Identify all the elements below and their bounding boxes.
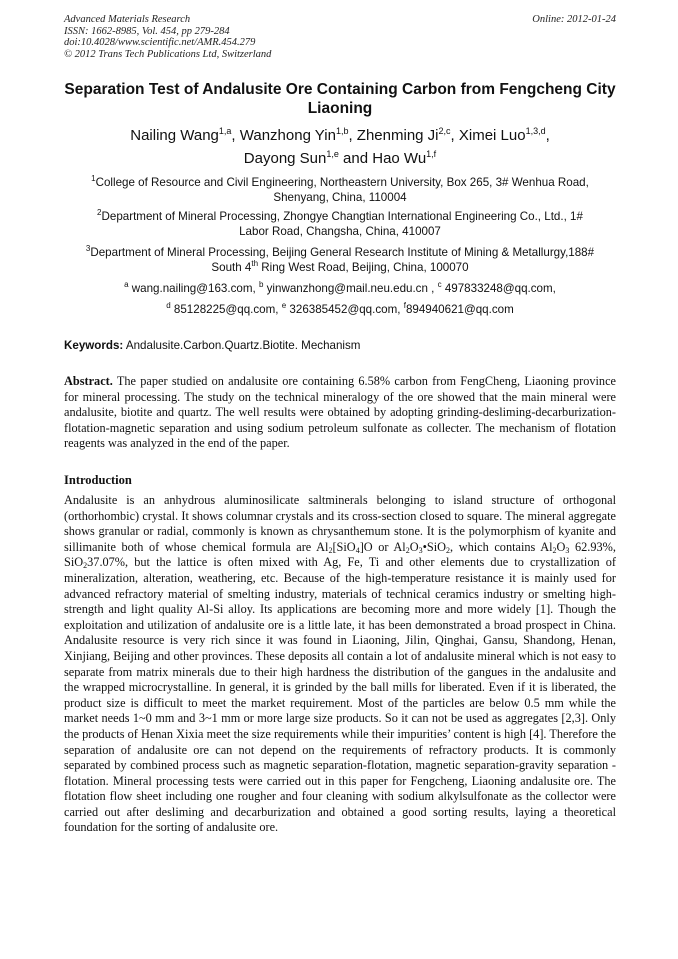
email-mark: c <box>437 280 442 289</box>
abstract-text: The paper studied on andalusite ore containing 6.58% carbon from FengCheng, Liaoning province for mineral processing. The study on the technical mineralogy of the ore showed that the main mineral were andalusite, biotite and quartz. The well results were obtained by adopting grinding-desliming-decarburization-flotation-magnetic separation and using sodium petroleum sulfonate as collecter. The mechanism of flotation reagents was analyzed in the end of the paper. <box>64 374 616 451</box>
affiliation-line: Department of Mineral Processing, Beijing General Research Institute of Mining & Metallurgy,188# <box>90 246 595 259</box>
affiliation-line: Labor Road, Changsha, China, 410007 <box>239 225 441 238</box>
intro-text: 62.93%, SiO <box>64 539 616 570</box>
author-affiliation-mark: 1,e <box>326 149 339 159</box>
affiliation-mark: 2 <box>97 208 102 217</box>
affiliation-2 <box>64 209 616 239</box>
author-affiliation-mark: 1,f <box>426 149 437 159</box>
subscript: 4 <box>355 545 360 555</box>
intro-text: •SiO <box>422 539 447 554</box>
email-address[interactable]: 85128225@qq.com <box>173 303 276 316</box>
online-date: Online: 2012-01-24 <box>532 14 616 25</box>
email-address[interactable]: yinwanzhong@mail.neu.edu.cn <box>266 282 428 295</box>
ordinal-suffix: th <box>251 259 259 268</box>
introduction-paragraph <box>64 493 616 836</box>
paper-title: Separation Test of Andalusite Ore Containing Carbon from Fengcheng City Liaoning <box>64 81 616 117</box>
subscript: 2 <box>83 561 88 571</box>
intro-text: Andalusite is an anhydrous aluminosilicate saltminerals belonging to island structure of orthogonal (orthorhombic) crystal. It shows columnar crystals and its cross-section closed to square. The mineral aggregate shows granular or radial, commonly is known as chrysanthemum stone. It is the polymorphism of kyanite and sillimanite both of whose chemical formula are Al <box>64 493 616 554</box>
email-line-1: $^a$ wang.nailing@163.com, $^b$ yinwanzhong@mail.neu.edu.cn , $^c$ 497833248@qq.com, <box>124 280 556 295</box>
affiliation-line: Department of Mineral Processing, Zhongye Changtian International Engineering Co., Ltd., 1# <box>101 210 583 223</box>
email-address[interactable]: 326385452@qq.com <box>289 303 398 316</box>
subscript: 2 <box>328 545 333 555</box>
section-heading-introduction: Introduction <box>64 473 132 487</box>
author-name: Hao Wu <box>372 150 427 167</box>
email-address[interactable]: 497833248@qq.com <box>444 282 553 295</box>
affiliation-line: College of Resource and Civil Engineering, Northeastern University, Box 265, 3# Wenhua Road, <box>95 176 589 189</box>
copyright-line: © 2012 Trans Tech Publications Ltd, Switzerland <box>64 48 272 60</box>
intro-text: O <box>556 539 566 554</box>
email-mark: f <box>403 301 406 310</box>
subscript: 2 <box>552 545 557 555</box>
author-affiliation-mark: 1,b <box>335 126 349 136</box>
affiliation-1 <box>64 175 616 205</box>
intro-text: O <box>409 539 419 554</box>
email-line-2: $^d$ 85128225@qq.com, $^e$ 326385452@qq.com, $^f$894940621@qq.com <box>166 301 514 316</box>
intro-text: , which contains Al <box>450 539 553 554</box>
affiliation-mark: 3 <box>85 244 91 253</box>
keywords-text: Andalusite.Carbon.Quartz.Biotite. Mechanism <box>125 339 361 352</box>
author-name: Zhenming Ji <box>356 127 439 144</box>
affiliation-line: Ring West Road, Beijing, China, 100070 <box>258 261 469 274</box>
email-address[interactable]: wang.nailing@163.com <box>131 282 253 295</box>
affiliation-line: South 4 <box>211 261 252 274</box>
intro-text: [SiO <box>332 539 356 554</box>
journal-header <box>64 14 616 60</box>
affiliation-mark: 1 <box>91 174 96 183</box>
author-affiliation-mark: 1,3,d <box>525 126 546 136</box>
email-address[interactable]: 894940621@qq.com <box>405 303 514 316</box>
keywords-label: Keywords: <box>64 339 124 352</box>
doi-line: doi:10.4028/www.scientific.net/AMR.454.279 <box>64 37 256 48</box>
author-name: Dayong Sun <box>243 150 327 167</box>
abstract-label: Abstract. <box>64 374 113 388</box>
subscript: 2 <box>446 545 451 555</box>
subscript: 3 <box>565 545 570 555</box>
email-mark: a <box>124 280 129 289</box>
author-affiliation-mark: 1,a <box>218 126 232 136</box>
subscript: 3 <box>418 545 423 555</box>
email-mark: b <box>258 280 264 289</box>
intro-text: ]O or Al <box>359 539 406 554</box>
email-mark: e <box>281 301 287 310</box>
journal-name: Advanced Materials Research <box>64 14 191 25</box>
author-list: Nailing Wang$^{1,a}$, Wanzhong Yin$^{1,b}$, Zhenming Ji$^{2,c}$, Ximei Luo$^{1,3,d}$, Dayong Sun$^{1,e}$ and Hao Wu$^{1,f}$ <box>130 126 550 167</box>
author-name: Nailing Wang <box>130 127 219 144</box>
issn-line: ISSN: 1662-8985, Vol. 454, pp 279-284 <box>64 25 230 37</box>
abstract <box>64 374 616 452</box>
keywords <box>64 338 616 353</box>
author-affiliation-mark: 2,c <box>438 126 451 136</box>
intro-text: 37.07%, but the lattice is often mixed with Ag, Fe, Ti and other elements due to crystallization of mineralization, alteration, weathering, etc. Because of the high-temperature resistance it is mainly used for advanced refractory material of smelting industry, materials of technical ceramics industry or smelting high-strength and light quality Al-Si alloy. Its applications are becoming more and more widely [1]. Though the exploitation and utilization of andalusite ore is a little late, it has been demonstrated a broad prospect in China. Andalusite resource is very rich since it was found in Liaoning, Jilin, Qinghai, Gansu, Shandong, Henan, Xinjiang, Beijing and other provinces. These deposits all contain a lot of andalusite mineral which is not easy to separate from matrix minerals due to their high hardness the distribution of the gangues in the andalusite and the wrapped microcrystalline. In general, it is grinded by the ball mills for liberated. Even if it is liberated, the product size is difficult to meet the market requirement. Most of the particles are below 0.5 mm while the market needs 1~0 mm and 3~1 mm or more large size products. So it can not be used as aggregates [2,3]. Only the products of Henan Xixia meet the size requirements while their impurities’ content is high [4]. Therefore the separation of andalusite ore can not depend on the requirements of refractory products. It is commonly separated by combined process such as magnetic separation-flotation, magnetic separation-gravity separation -flotation. Mineral processing tests were carried out in this paper for Fengcheng, Liaoning andalusite ore. The flotation flow sheet including one rougher and four cleaning with sodium alkylsulfonate as the collector were carried out after desliming and decarburization and obtained a good sorting results, laying a theoretical foundation for the sorting of andalusite ore. <box>64 555 616 835</box>
affiliation-3 <box>64 245 616 275</box>
subscript: 2 <box>405 545 410 555</box>
author-name: Ximei Luo <box>458 127 526 144</box>
email-mark: d <box>166 301 171 310</box>
author-name: Wanzhong Yin <box>239 127 336 144</box>
affiliation-line: Shenyang, China, 110004 <box>273 191 407 204</box>
